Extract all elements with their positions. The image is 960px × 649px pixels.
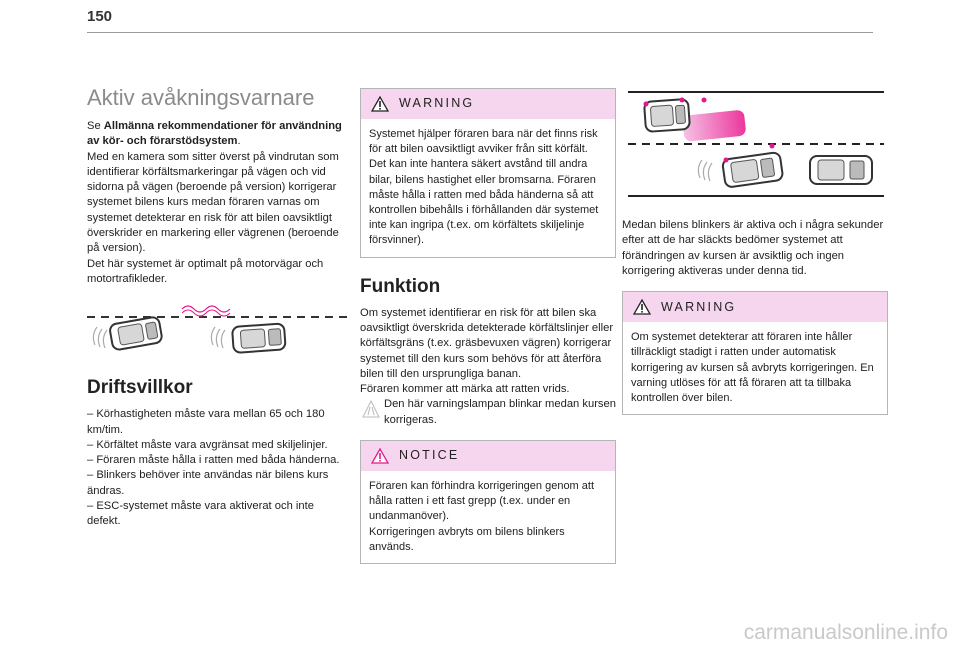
intro-paragraph <box>87 119 349 150</box>
car-illustration <box>87 301 349 363</box>
body-paragraph: Med en kamera som sitter överst på vindrutan som identifierar körfältsmarkeringar på vägen och vid sidorna på vägen (beroende på version) korrigerar systemet bilens kurs medan föraren varnas om systemet detekterar en risk för att bilen oavsiktligt överskrider en markering eller vägrenen (beroende på version). <box>87 150 339 255</box>
warning-text-right: Om systemet detekterar att föraren inte håller tillräckligt stadigt i ratten under automatisk korrigering av kursen så avbryts korrigeringen. En varning utlöses för att få föraren att ta tillbaka kontrollen över bilen. <box>631 331 874 404</box>
page-number: 150 <box>87 8 113 25</box>
warning-text: Systemet hjälper föraren bara när det finns risk för att bilen oavsiktligt avviker från sitt körfält. Det kan inte hantera säkert avstånd till andra bilar, bilens hastighet eller bromsarna. Föraren måste hålla i ratten med båda händerna så att kontrollen bibehålls i förhållanden där systemet inte kan ingripa (t.ex. om körfältets skiljelinje försvinner). <box>369 128 599 247</box>
subtitle-funktion: Funktion <box>360 275 441 297</box>
warning-box-right <box>622 291 888 415</box>
notice-box <box>360 440 616 564</box>
warning-label: WARNING <box>399 96 475 111</box>
warning-triangle-icon <box>633 299 651 315</box>
warning-box <box>360 88 616 258</box>
condition-item: – Körfältet måste vara avgränsat med skiljelinjer. <box>87 438 328 451</box>
warning-label-right: WARNING <box>661 299 737 314</box>
warning-triangle-icon <box>371 96 389 112</box>
condition-item: – Föraren måste hålla i ratten med båda händerna. <box>87 454 340 467</box>
warning-box-header <box>361 89 615 119</box>
right-body-paragraph: Medan bilens blinkers är aktiva och i några sekunder efter att de har släckts bedömer systemet att förändringen av kursen är avsiktlig och ingen korrigering aktiveras under denna tid. <box>622 219 884 277</box>
intro-prefix: Se <box>87 120 104 132</box>
condition-item: – ESC-systemet måste vara aktiverat och inte defekt. <box>87 500 314 528</box>
notice-text <box>361 471 615 563</box>
subtitle-driftsvillkor: Driftsvillkor <box>87 377 193 399</box>
notice-triangle-icon <box>371 448 389 464</box>
function-paragraph: Om systemet identifierar en risk för att bilen ska oavsiktligt överskrida detekterade körfältslinjer eller körfältsgräns (t.ex. gräsbevuxen vägren) korrigerar systemet till den kurs som behövs för att återföra bilen till den ursprungliga banan. <box>360 306 614 380</box>
column-left <box>87 85 349 530</box>
function-paragraph-2: Föraren kommer att märka att ratten vrids. <box>360 383 570 396</box>
notice-box-header <box>361 441 615 471</box>
footer-watermark: carmanualsonline.info <box>743 621 948 644</box>
notice-text-2: Korrigeringen avbryts om bilens blinkers används. <box>369 525 565 553</box>
notice-label: NOTICE <box>399 448 460 463</box>
lane-change-illustration <box>622 88 888 200</box>
intro-reference: Allmänna rekommendationer för användning av kör- och förarstödsystem <box>87 120 342 148</box>
warning-box-right-header <box>623 292 887 322</box>
warning-lamp-line <box>358 397 616 428</box>
intro-suffix: . <box>237 135 241 148</box>
column-right <box>622 88 888 415</box>
column-middle <box>360 88 616 564</box>
warning-lamp-text: Den här varningslampan blinkar medan kursen korrigeras. <box>384 398 616 426</box>
header-rule <box>87 32 873 33</box>
condition-item: – Körhastigheten måste vara mellan 65 och 180 km/tim. <box>87 408 325 436</box>
notice-text-1: Föraren kan förhindra korrigeringen genom att hålla ratten i ett fast grepp (t.ex. under en undanmanöver). <box>369 480 595 523</box>
lane-warning-lamp-icon <box>358 397 384 421</box>
condition-item: – Blinkers behöver inte användas när bilens kurs ändras. <box>87 469 329 497</box>
body-paragraph-2: Det här systemet är optimalt på motorvägar och motortrafikleder. <box>87 257 324 285</box>
section-title: Aktiv avåkningsvarnare <box>87 85 315 110</box>
